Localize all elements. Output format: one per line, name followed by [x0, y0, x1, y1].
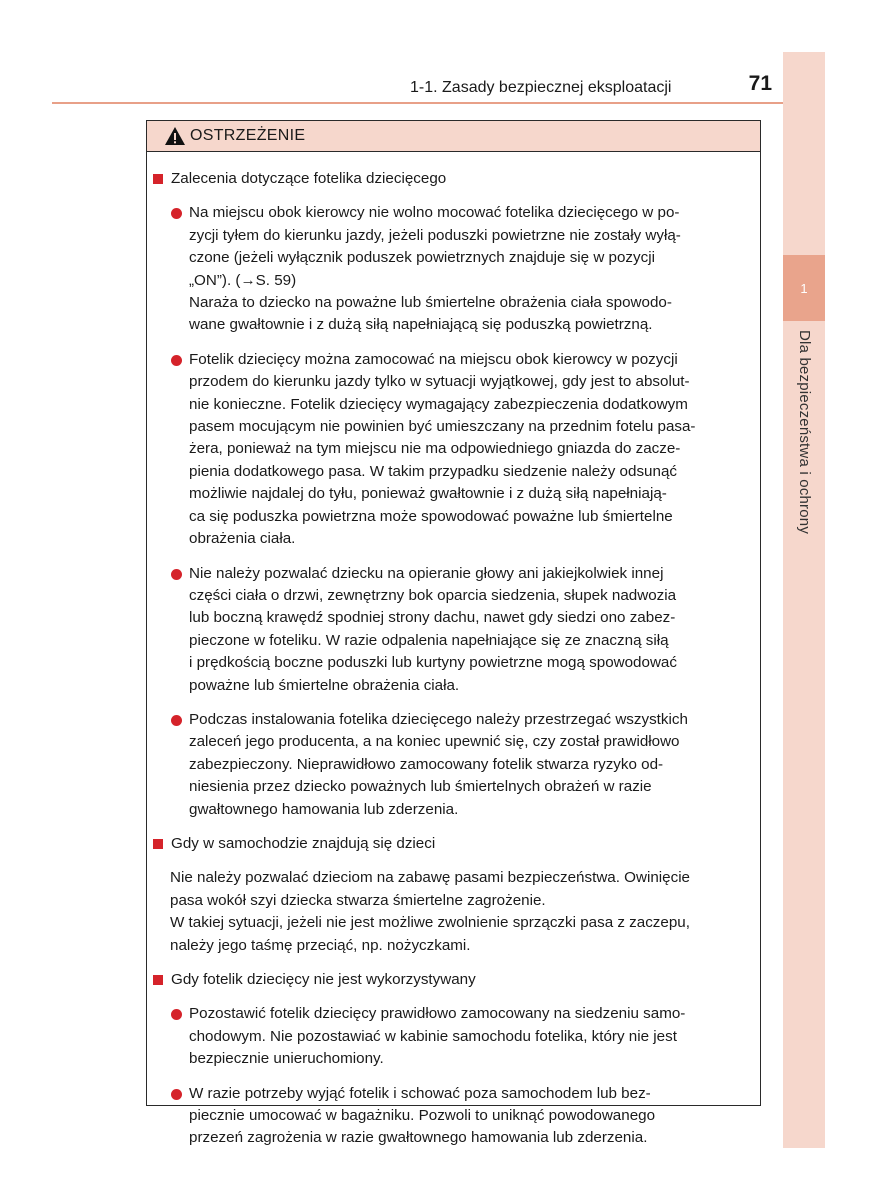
paragraph-line: należy jego taśmę przeciąć, np. nożyczkami. — [170, 936, 471, 954]
bullet-line: gwałtownego hamowania lub zderzenia. — [189, 800, 459, 818]
bullet-line: przezeń zagrożenia w razie gwałtownego hamowania lub zderzenia. — [189, 1129, 648, 1147]
red-bullet-icon — [171, 208, 182, 219]
bullet-line: możliwie najdalej do tyłu, ponieważ gwałtownie i z dużą siłą napełniają- — [189, 485, 667, 503]
red-bullet-icon — [171, 355, 182, 366]
red-square-marker — [153, 975, 163, 985]
bullet-line: zabezpieczony. Nieprawidłowo zamocowany fotelik stwarza ryzyko od- — [189, 755, 664, 773]
paragraph — [153, 867, 751, 957]
bullet-item — [153, 1003, 751, 1070]
bullet-line: lub boczną krawędź spodniej strony dachu, nawet gdy siedzi ono zabez- — [189, 609, 676, 627]
red-square-marker — [153, 174, 163, 184]
warning-triangle-icon — [164, 126, 186, 146]
side-tab-chapter-number: 1 — [783, 255, 825, 321]
bullet-line: Naraża to dziecko na poważne lub śmiertelne obrażenia ciała spowodo- — [189, 294, 672, 312]
bullet-line: chodowym. Nie pozostawiać w kabinie samochodu fotelika, który nie jest — [189, 1027, 677, 1045]
bullet-line: Nie należy pozwalać dziecku na opieranie głowy ani jakiejkolwiek innej — [189, 564, 664, 582]
bullet-item — [153, 1083, 751, 1150]
bullet-line: Na miejscu obok kierowcy nie wolno mocować fotelika dziecięcego w po- — [189, 204, 680, 222]
bullet-item — [153, 709, 751, 821]
paragraph-line: Nie należy pozwalać dzieciom na zabawę pasami bezpieczeństwa. Owinięcie — [170, 869, 691, 887]
bullet-line: bezpiecznie unieruchomiony. — [189, 1050, 384, 1068]
bullet-line: żera, ponieważ na tym miejscu nie ma odpowiedniego gniazda do zacze- — [189, 440, 681, 458]
bullet-line: obrażenia ciała. — [189, 530, 296, 548]
bullet-line: pienia dodatkowego pasa. W takim przypadku siedzenie należy odsunąć — [189, 462, 677, 480]
bullet-line: niesienia przez dziecko poważnych lub śmiertelnych obrażeń w razie — [189, 778, 652, 796]
section-heading-text: Gdy fotelik dziecięcy nie jest wykorzystywany — [171, 971, 476, 988]
section-heading-text: Zalecenia dotyczące fotelika dziecięcego — [171, 170, 447, 187]
bullet-line: przodem do kierunku jazdy tylko w sytuacji wyjątkowej, gdy jest to absolut- — [189, 373, 690, 391]
bullet-line: Fotelik dziecięcy można zamocować na miejscu obok kierowcy w pozycji — [189, 350, 678, 368]
section-heading-text: Gdy w samochodzie znajdują się dzieci — [171, 834, 436, 852]
page-number: 71 — [748, 72, 772, 95]
warning-content — [153, 168, 751, 1162]
bullet-line: poważne lub śmiertelne obrażenia ciała. — [189, 676, 460, 694]
red-bullet-icon — [171, 569, 182, 580]
bullet-line: „ON”). (→S. 59) — [189, 271, 297, 289]
red-bullet-icon — [171, 1009, 182, 1020]
bullet-line: wane gwałtownie i z dużą siłą napełniającą się poduszką powietrzną. — [189, 316, 653, 334]
bullet-line: piecznie umocować w bagażniku. Pozwoli to uniknąć powodowanego — [189, 1107, 656, 1125]
paragraph-line: W takiej sytuacji, jeżeli nie jest możliwe zwolnienie sprzączki pasa z zaczepu, — [170, 914, 690, 932]
section-heading — [153, 168, 751, 190]
bullet-item — [153, 563, 751, 697]
running-header-title: 1-1. Zasady bezpiecznej eksploatacji — [410, 79, 672, 96]
red-bullet-icon — [171, 1089, 182, 1100]
bullet-line: W razie potrzeby wyjąć fotelik i schować poza samochodem lub bez- — [189, 1084, 651, 1102]
header-rule — [52, 102, 783, 104]
warning-header — [147, 121, 760, 152]
bullet-item — [153, 202, 751, 336]
bullet-line: części ciała o drzwi, zewnętrzny bok oparcia siedzenia, słupek nadwozia — [189, 586, 677, 604]
side-tab — [783, 52, 825, 1148]
section-heading — [153, 969, 751, 991]
red-square-marker — [153, 839, 163, 849]
paragraph-line: pasa wokół szyi dziecka stwarza śmiertelne zagrożenie. — [170, 891, 546, 909]
section-heading — [153, 833, 751, 855]
red-bullet-icon — [171, 715, 182, 726]
bullet-line: zycji tyłem do kierunku jazdy, jeżeli poduszki powietrzne nie zostały wyłą- — [189, 226, 681, 244]
bullet-line: i prędkością boczne poduszki lub kurtyny powietrzne mogą spowodować — [189, 654, 677, 672]
bullet-line: zaleceń jego producenta, a na koniec upewnić się, czy został prawidłowo — [189, 733, 680, 751]
bullet-line: czone (jeżeli wyłącznik poduszek powietrznych znajduje się w pozycji — [189, 249, 655, 267]
bullet-line: pasem mocującym nie powinien być umieszczany na przednim fotelu pasa- — [189, 418, 696, 436]
bullet-item — [153, 349, 751, 551]
warning-title: OSTRZEŻENIE — [190, 127, 306, 144]
bullet-line: Pozostawić fotelik dziecięcy prawidłowo zamocowany na siedzeniu samo- — [189, 1005, 686, 1023]
side-tab-chapter-title: Dla bezpieczeństwa i ochrony — [796, 330, 813, 535]
bullet-line: ca się poduszka powietrzna może spowodować poważne lub śmiertelne — [189, 507, 673, 525]
bullet-line: nie konieczne. Fotelik dziecięcy wymagający zabezpieczenia dodatkowym — [189, 395, 688, 413]
bullet-line: Podczas instalowania fotelika dziecięcego należy przestrzegać wszystkich — [189, 710, 688, 728]
bullet-line: pieczone w foteliku. W razie odpalenia napełniające się ze znaczną siłą — [189, 631, 669, 649]
